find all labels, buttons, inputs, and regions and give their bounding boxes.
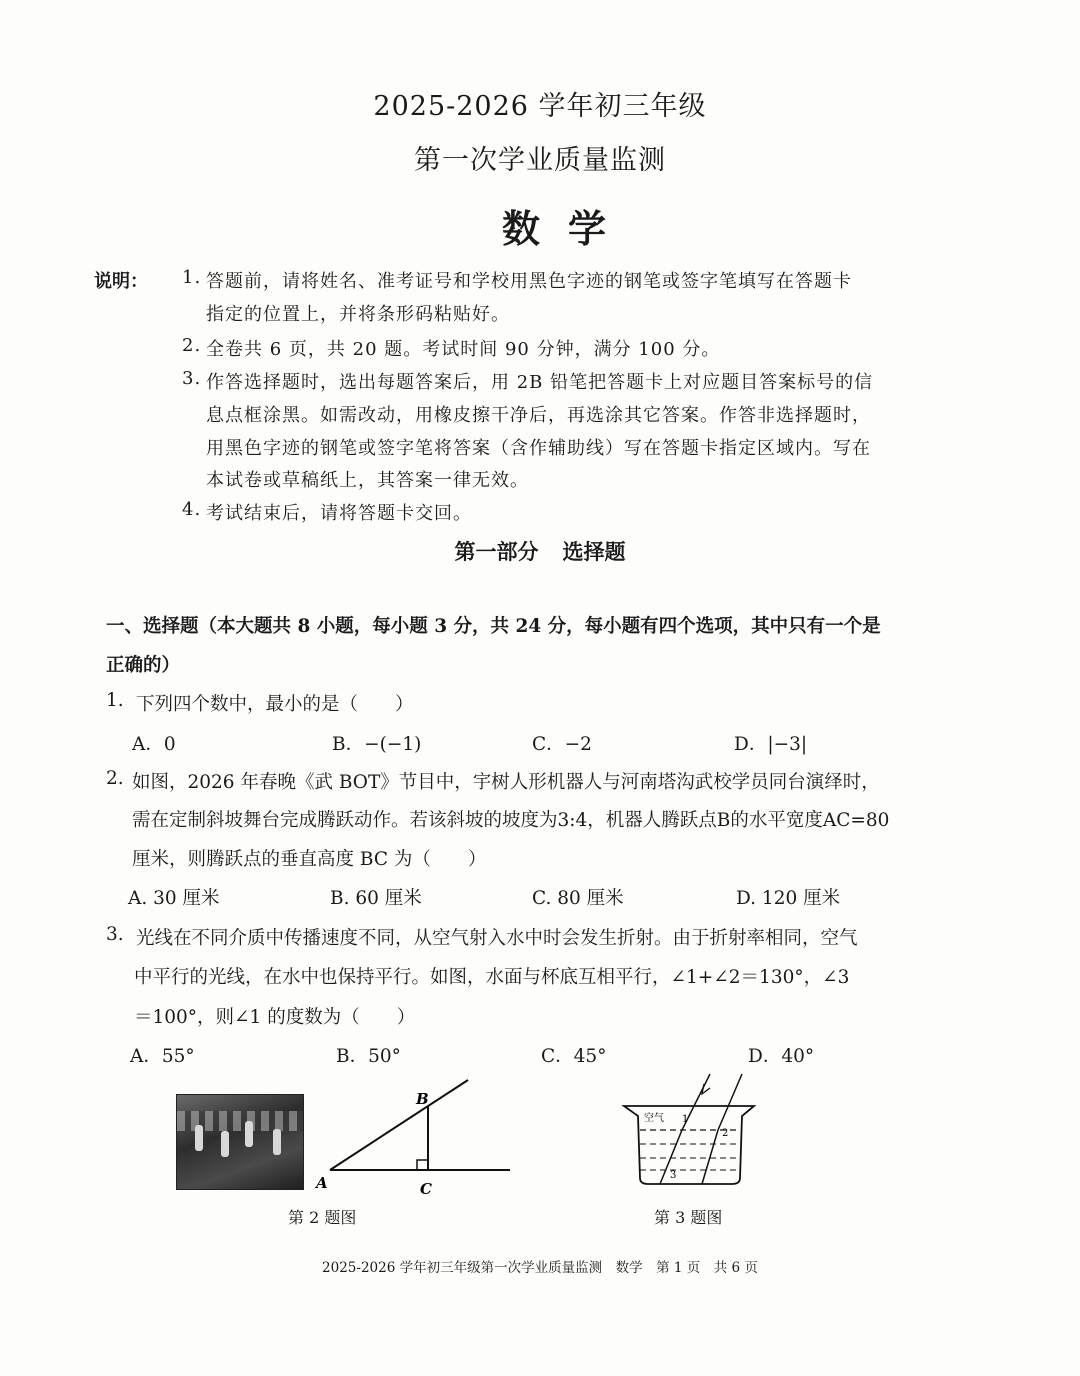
- q2-stem-line1: 如图，2026 年春晚《武 BOT》节目中，宇树人形机器人与河南塔沟武校学员同台演绎时，: [132, 772, 880, 793]
- q3-stem-line2: 中平行的光线，在水中也保持平行。如图，水面与杯底互相平行，∠1+∠2＝130°，∠3: [134, 967, 850, 988]
- section-part: 第一部分: [454, 539, 539, 564]
- light-ray-2-water: [702, 1130, 718, 1184]
- q3-number: 3.: [106, 924, 124, 945]
- q3-option-a: A．55°: [130, 1046, 195, 1067]
- q2-option-c: C. 80 厘米: [532, 888, 624, 909]
- notes-label: 说明：: [94, 271, 148, 292]
- q2-stem-line3: 厘米，则腾跃点的垂直高度 BC 为（ ）: [132, 849, 487, 870]
- note-1-number: 1.: [182, 267, 202, 288]
- note-3-line-2: 息点框涂黑。如需改动，用橡皮擦干净后，再选涂其它答案。作答非选择题时，: [206, 405, 871, 426]
- section-heading: [0, 536, 1080, 566]
- fig3-caption: 第 3 题图: [654, 1208, 723, 1227]
- angle-1-label: 1: [682, 1114, 689, 1125]
- note-1-line-2: 指定的位置上，并将条形码粘贴好。: [206, 304, 510, 325]
- slope-line: [330, 1080, 468, 1170]
- angle-2-label: 2: [722, 1128, 729, 1139]
- air-label: 空气: [644, 1113, 664, 1124]
- note-3-line-3: 用黑色字迹的钢笔或签字笔将答案（含作辅助线）写在答题卡指定区域内。写在: [206, 438, 871, 459]
- robot-stage-photo: [176, 1094, 304, 1190]
- q3-stem-line1: 光线在不同介质中传播速度不同，从空气射入水中时会发生折射。由于折射率相同，空气: [136, 928, 858, 949]
- q1-option-a: A．0: [132, 734, 176, 755]
- exam-title-line2: 第一次学业质量监测: [414, 145, 666, 176]
- light-ray-2-air: [718, 1074, 742, 1130]
- note-2-number: 2.: [182, 335, 202, 356]
- part-heading-line1: 一、选择题（本大题共 8 小题，每小题 3 分，共 24 分，每小题有四个选项，其中只有一个是: [106, 616, 881, 637]
- section-name: 选择题: [562, 539, 626, 564]
- note-3-line-1: 作答选择题时，选出每题答案后，用 2B 铅笔把答题卡上对应题目答案标号的信: [206, 372, 874, 393]
- note-2-line-1: 全卷共 6 页，共 20 题。考试时间 90 分钟，满分 100 分。: [206, 339, 721, 360]
- q2-option-d: D. 120 厘米: [736, 888, 841, 909]
- q2-stem-line2: 需在定制斜坡舞台完成腾跃动作。若该斜坡的坡度为3:4，机器人腾跃点B的水平宽度AC=80: [132, 810, 890, 831]
- q3-option-d: D．40°: [748, 1046, 815, 1067]
- page-footer: 2025-2026 学年初三年级第一次学业质量监测 数学 第 1 页 共 6 页: [322, 1260, 758, 1276]
- refraction-cup-diagram: [614, 1066, 764, 1196]
- arrow-icon: [702, 1084, 710, 1094]
- subject-title: 数学: [501, 206, 634, 251]
- q3-option-b: B．50°: [336, 1046, 401, 1067]
- q3-option-c: C．45°: [541, 1046, 607, 1067]
- fig2-caption: 第 2 题图: [288, 1208, 357, 1227]
- point-a-label: A: [316, 1174, 328, 1192]
- q1-option-b: B．−(−1): [332, 734, 422, 755]
- right-angle-mark: [417, 1160, 428, 1170]
- point-b-label: B: [416, 1090, 429, 1108]
- exam-title-line1: 2025-2026 学年初三年级: [373, 91, 707, 122]
- q2-option-a: A. 30 厘米: [128, 888, 220, 909]
- note-1-line-1: 答题前，请将姓名、准考证号和学校用黑色字迹的钢笔或签字笔填写在答题卡: [206, 271, 852, 292]
- note-3-number: 3.: [182, 368, 202, 389]
- note-4-line-1: 考试结束后，请将答题卡交回。: [206, 503, 472, 524]
- q1-option-c: C．−2: [532, 734, 592, 755]
- q2-number: 2.: [106, 768, 124, 789]
- q1-stem: 下列四个数中，最小的是（ ）: [136, 694, 414, 715]
- q3-stem-line3: ＝100°，则∠1 的度数为（ ）: [134, 1007, 416, 1028]
- slope-triangle-diagram: [310, 1074, 520, 1200]
- q2-option-b: B. 60 厘米: [330, 888, 422, 909]
- angle-3-label: 3: [670, 1170, 677, 1181]
- q1-option-d: D．|−3|: [734, 734, 808, 755]
- point-c-label: C: [420, 1180, 432, 1198]
- note-3-line-4: 本试卷或草稿纸上，其答案一律无效。: [206, 470, 529, 491]
- part-heading-line2: 正确的）: [106, 655, 181, 676]
- note-4-number: 4.: [182, 499, 202, 520]
- q1-number: 1.: [106, 690, 124, 711]
